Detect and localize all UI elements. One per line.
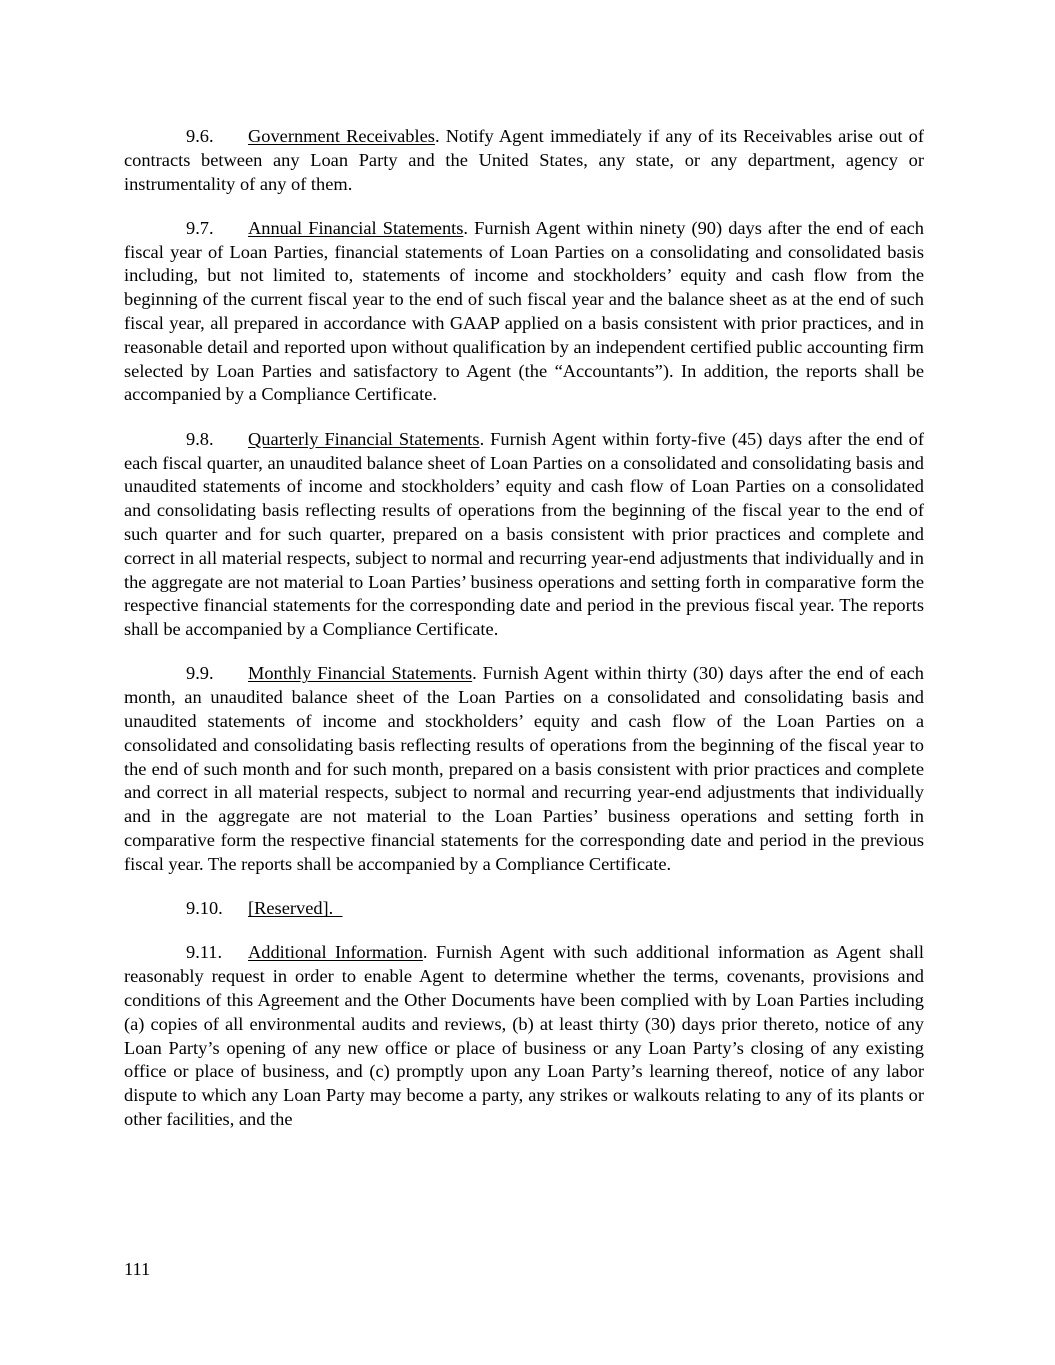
section-heading: Government Receivables: [248, 126, 435, 146]
section-number: 9.6.: [186, 126, 214, 146]
section-9-9: [124, 662, 924, 876]
document-page: [124, 125, 924, 1152]
section-number: 9.7.: [186, 217, 214, 238]
section-9-8: [124, 428, 924, 642]
section-heading: Additional Information: [248, 942, 423, 963]
section-number: 9.11.: [186, 942, 223, 963]
section-body: . Furnish Agent with such additional information as Agent shall reasonably request in order to enable Agent to determine whether the terms, covenants, provisions and conditions of this Agreement and the Other Documents have been complied with by Loan Parties including (a) copies of all environmental audits and reviews, (b) at least thirty (30) days prior thereto, notice of any Loan Party’s opening of any new office or place of business or any Loan Party’s closing of any existing office or place of business, and (c) promptly upon any Loan Party’s learning thereof, notice of any labor dispute to which any Loan Party may become a party, any strikes or walkouts relating to any of its plants or other facilities, and the: [124, 942, 924, 1129]
section-body: . Furnish Agent within ninety (90) days after the end of each fiscal year of Loan Parties, financial statements of Loan Parties on a consolidating and consolidated basis including, but not limited to, statements of income and stockholders’ equity and cash flow from the beginning of the current fiscal year to the end of such fiscal year and the balance sheet as at the end of such fiscal year, all prepared in accordance with GAAP applied on a basis consistent with prior practices, and in reasonable detail and reported upon without qualification by an independent certified public accounting firm selected by Loan Parties and satisfactory to Agent (the “Accountants”). In addition, the reports shall be accompanied by a Compliance Certificate.: [124, 217, 924, 405]
section-body: . Furnish Agent within forty-five (45) days after the end of each fiscal quarter, an unaudited balance sheet of Loan Parties on a consolidated and consolidating basis and unaudited statements of income and stockholders’ equity and cash flow of Loan Parties on a consolidated and consolidating basis reflecting results of operations from the beginning of the fiscal year to the end of such quarter and for such quarter, prepared on a basis consistent with prior practices and complete and correct in all material respects, subject to normal and recurring year-end adjustments that individually and in the aggregate are not material to Loan Parties’ business operations and setting forth in comparative form the respective financial statements for the corresponding date and period in the previous fiscal year. The reports shall be accompanied by a Compliance Certificate.: [124, 428, 925, 640]
section-9-6: [124, 125, 924, 196]
section-heading: [Reserved].: [248, 898, 343, 919]
section-body: . Furnish Agent within thirty (30) days after the end of each month, an unaudited balance sheet of the Loan Parties on a consolidated and consolidating basis and unaudited statements of income and stockholders’ equity and cash flow of the Loan Parties on a consolidated and consolidating basis reflecting results of operations from the beginning of the fiscal year to the end of such month and for such month, prepared on a basis consistent with prior practices and complete and correct in all material respects, subject to normal and recurring year-end adjustments that individually and in the aggregate are not material to the Loan Parties’ business operations and setting forth in comparative form the respective financial statements for the corresponding date and period in the previous fiscal year. The reports shall be accompanied by a Compliance Certificate.: [124, 663, 924, 874]
section-heading: Annual Financial Statements: [248, 217, 464, 238]
page-number: 111: [124, 1259, 151, 1279]
section-number: 9.9.: [186, 663, 214, 684]
section-9-7: [124, 217, 924, 407]
section-9-10: [124, 897, 924, 921]
section-number: 9.10.: [186, 898, 223, 919]
section-number: 9.8.: [186, 428, 214, 449]
section-heading: Quarterly Financial Statements: [248, 428, 480, 449]
section-body: . Notify Agent immediately if any of its Receivables arise out of contracts between any Loan Party and the United States, any state, or any department, agency or instrumentality of any of them.: [124, 126, 925, 194]
section-9-11: [124, 941, 924, 1131]
section-heading: Monthly Financial Statements: [248, 663, 473, 684]
